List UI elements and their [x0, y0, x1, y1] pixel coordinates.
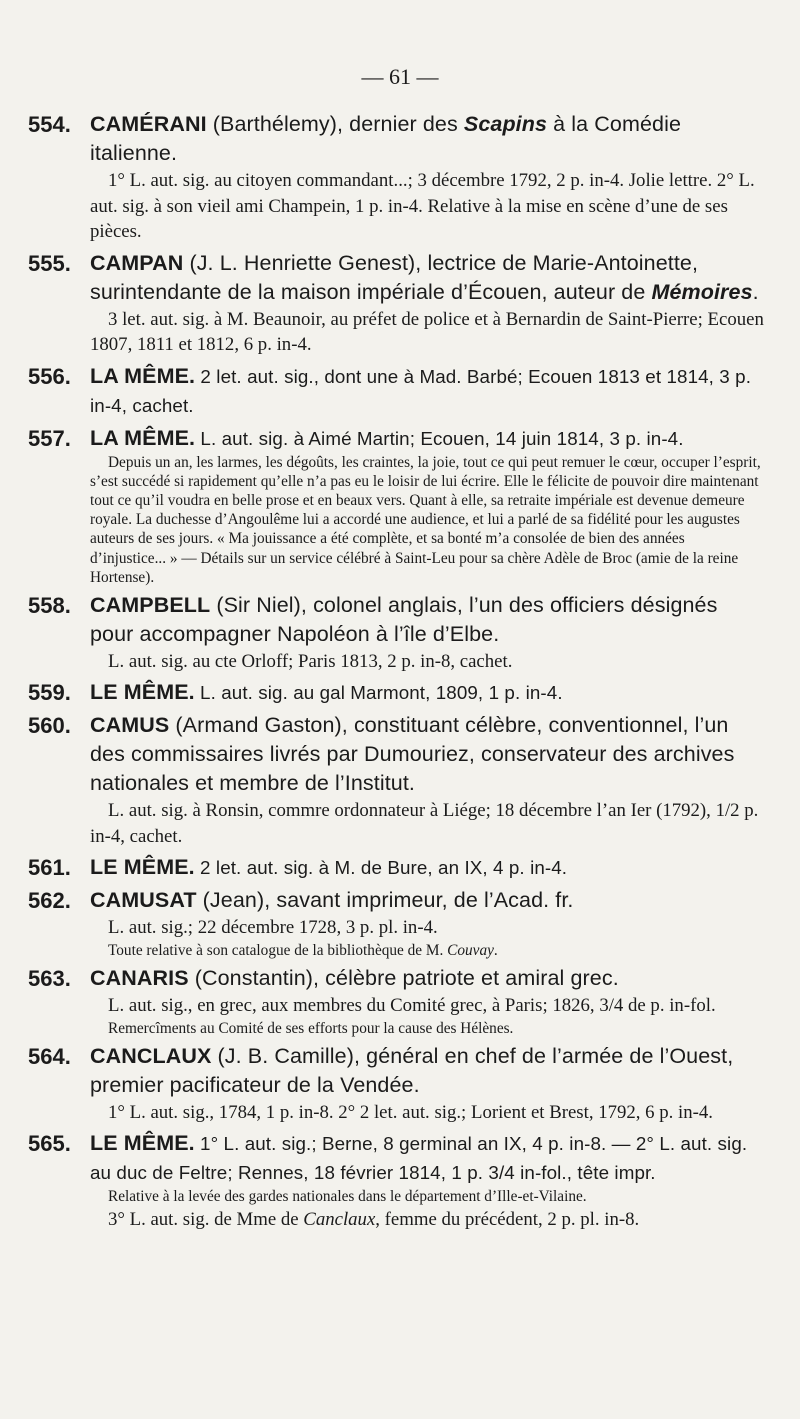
- entry-number: 555.: [28, 250, 71, 276]
- entry-554: [28, 110, 764, 245]
- entry-565: [28, 1129, 764, 1232]
- entry-note-end: .: [493, 941, 498, 959]
- entry-558: [28, 591, 764, 675]
- entry-description: (Jean), savant imprimeur, de l’Acad. fr.: [196, 888, 574, 913]
- entry-description-end: .: [752, 279, 759, 304]
- entry-detail: L. aut. sig., en grec, aux membres du Comité grec, à Paris; 1826, 3/4 de p. in-fol.: [108, 995, 716, 1017]
- entry-description: (J. L. Henriette Genest), lectrice de Marie-Antoinette, surintendante de la maison impériale d’Écouen, auteur de: [90, 250, 699, 304]
- entry-557: [28, 424, 764, 587]
- entry-name: CAMPBELL: [90, 592, 211, 617]
- entry-name: CANARIS: [90, 966, 189, 991]
- entry-name: CAMUSAT: [90, 888, 197, 913]
- entry-detail-italic: Canclaux: [303, 1208, 376, 1230]
- entry-564: [28, 1042, 764, 1126]
- entry-detail: L. aut. sig. à Ronsin, commre ordonnateur à Liége; 18 décembre l’an Ier (1792), 1/2 p. in-4, cachet.: [90, 800, 759, 847]
- entry-556: [28, 362, 764, 420]
- entry-name: LE MÊME.: [90, 1131, 195, 1156]
- entry-detail: L. aut. sig. au cte Orloff; Paris 1813, 2 p. in-8, cachet.: [108, 650, 513, 672]
- entry-heading: [90, 964, 764, 993]
- entry-note-italic: Couvay: [447, 941, 494, 959]
- entry-name: CANCLAUX: [90, 1043, 212, 1068]
- entry-detail: [90, 1207, 764, 1233]
- entry-number: 562.: [28, 888, 71, 914]
- entry-note: Depuis un an, les larmes, les dégoûts, les craintes, la joie, tout ce qui peut remuer le cœur, occuper l’esprit, s’est succédé si rapidement qu’elle n’a pas eu le loisir de lui écrire. Elle le félicite de pouvoir dire maintenant tout ce qu’il voudra en belle prose et en beaux vers. Quant à elle, sa retraite impériale est devenue demeure royale. La duchesse d’Angoulême lui a accordé une audience, et lui a parlé de sa fidélité pour les augustes auteurs de ses jours. « Ma jouissance a été complète, et sa bonté m’a consolée de bien des années d’injustice... » — Détails sur un service célébré à Saint-Leu pour sa chère Adèle de Broc (amie de la reine Hortense).: [90, 453, 761, 586]
- entry-name: LE MÊME.: [90, 680, 195, 705]
- entry-heading: [90, 853, 764, 882]
- entry-number: 558.: [28, 592, 71, 618]
- entry-number: 556.: [28, 363, 71, 389]
- entry-work-title: Mémoires: [651, 279, 753, 304]
- entry-name: CAMUS: [90, 713, 170, 738]
- entry-work-title: Scapins: [463, 112, 548, 136]
- entry-heading: [90, 886, 764, 915]
- entry-description: L. aut. sig. au gal Marmont, 1809, 1 p. in-4.: [194, 682, 563, 704]
- entry-heading: [90, 678, 764, 707]
- entry-heading: [90, 362, 764, 420]
- entry-number: 563.: [28, 966, 71, 992]
- entry-description: (Sir Niel), colonel anglais, l’un des officiers désignés pour accompagner Napoléon à l’île d’Elbe.: [90, 592, 718, 646]
- entry-note: Remercîments au Comité de ses efforts pour la cause des Hélènes.: [108, 1019, 514, 1037]
- entry-559: [28, 678, 764, 707]
- entry-560: [28, 711, 764, 849]
- entry-description: L. aut. sig. à Aimé Martin; Ecouen, 14 juin 1814, 3 p. in-4.: [195, 427, 684, 449]
- entry-number: 560.: [28, 713, 71, 739]
- entry-number: 557.: [28, 425, 71, 451]
- entry-detail: 1° L. aut. sig., 1784, 1 p. in-8. 2° 2 let. aut. sig.; Lorient et Brest, 1792, 6 p. in-4.: [108, 1101, 713, 1123]
- entry-name: CAMÉRANI: [90, 112, 207, 136]
- entry-detail: 1° L. aut. sig. au citoyen commandant...; 3 décembre 1792, 2 p. in-4. Jolie lettre. 2° L. aut. sig. à son vieil ami Champein, 1 p. in-4. Relative à la mise en scène d’une de ses pièces.: [90, 170, 755, 242]
- entry-description: 2 let. aut. sig., dont une à Mad. Barbé; Ecouen 1813 et 1814, 3 p. in-4, cachet.: [90, 365, 752, 416]
- entry-heading: [90, 249, 764, 307]
- entry-description: (Constantin), célèbre patriote et amiral grec.: [188, 966, 619, 991]
- entry-heading: [90, 1042, 764, 1100]
- entry-heading: [90, 1129, 764, 1187]
- entry-detail: L. aut. sig.; 22 décembre 1728, 3 p. pl. in-4.: [108, 917, 438, 939]
- entry-number: 565.: [28, 1131, 71, 1157]
- entry-562: [28, 886, 764, 960]
- entry-name: LA MÊME.: [90, 425, 196, 450]
- entry-heading: [90, 110, 764, 168]
- entry-list: [28, 110, 764, 1236]
- entry-description: (J. B. Camille), général en chef de l’armée de l’Ouest, premier pacificateur de la Vendée.: [90, 1043, 734, 1097]
- entry-detail-text: 3° L. aut. sig. de Mme de: [108, 1208, 304, 1230]
- entry-heading: [90, 591, 764, 649]
- entry-name: LA MÊME.: [90, 363, 196, 388]
- entry-detail-end: , femme du précédent, 2 p. pl. in-8.: [375, 1208, 640, 1230]
- entry-description: 1° L. aut. sig.; Berne, 8 germinal an IX, 4 p. in-8. — 2° L. aut. sig. au duc de Feltre; Rennes, 18 février 1814, 1 p. 3/4 in-fol., tête impr.: [90, 1133, 748, 1184]
- entry-561: [28, 853, 764, 882]
- entry-563: [28, 964, 764, 1038]
- entry-description: (Barthélemy), dernier des: [206, 112, 464, 136]
- entry-detail: 3 let. aut. sig. à M. Beaunoir, au préfet de police et à Bernardin de Saint-Pierre; Ecouen 1807, 1811 et 1812, 6 p. in-4.: [90, 308, 764, 355]
- entry-name: LE MÊME.: [90, 855, 195, 880]
- entry-heading: [90, 424, 764, 453]
- entry-number: 564.: [28, 1043, 71, 1069]
- entry-number: 554.: [28, 112, 71, 137]
- page-number: — 61 —: [361, 64, 439, 89]
- entry-description: 2 let. aut. sig. à M. de Bure, an IX, 4 p. in-4.: [194, 857, 568, 879]
- entry-description-end: à la Comédie italienne.: [90, 112, 682, 165]
- entry-note-text: Toute relative à son catalogue de la bibliothèque de M.: [108, 941, 448, 959]
- entry-heading: [90, 711, 764, 798]
- entry-number: 559.: [28, 680, 71, 706]
- entry-number: 561.: [28, 855, 71, 881]
- entry-note: Relative à la levée des gardes nationales dans le département d’Ille-et-Vilaine.: [108, 1188, 587, 1206]
- entry-note: [90, 941, 764, 960]
- entry-name: CAMPAN: [90, 250, 184, 275]
- entry-555: [28, 249, 764, 358]
- entry-description: (Armand Gaston), constituant célèbre, conventionnel, l’un des commissaires livrés par Dumouriez, conservateur des archives nationales et membre de l’Institut.: [90, 713, 735, 796]
